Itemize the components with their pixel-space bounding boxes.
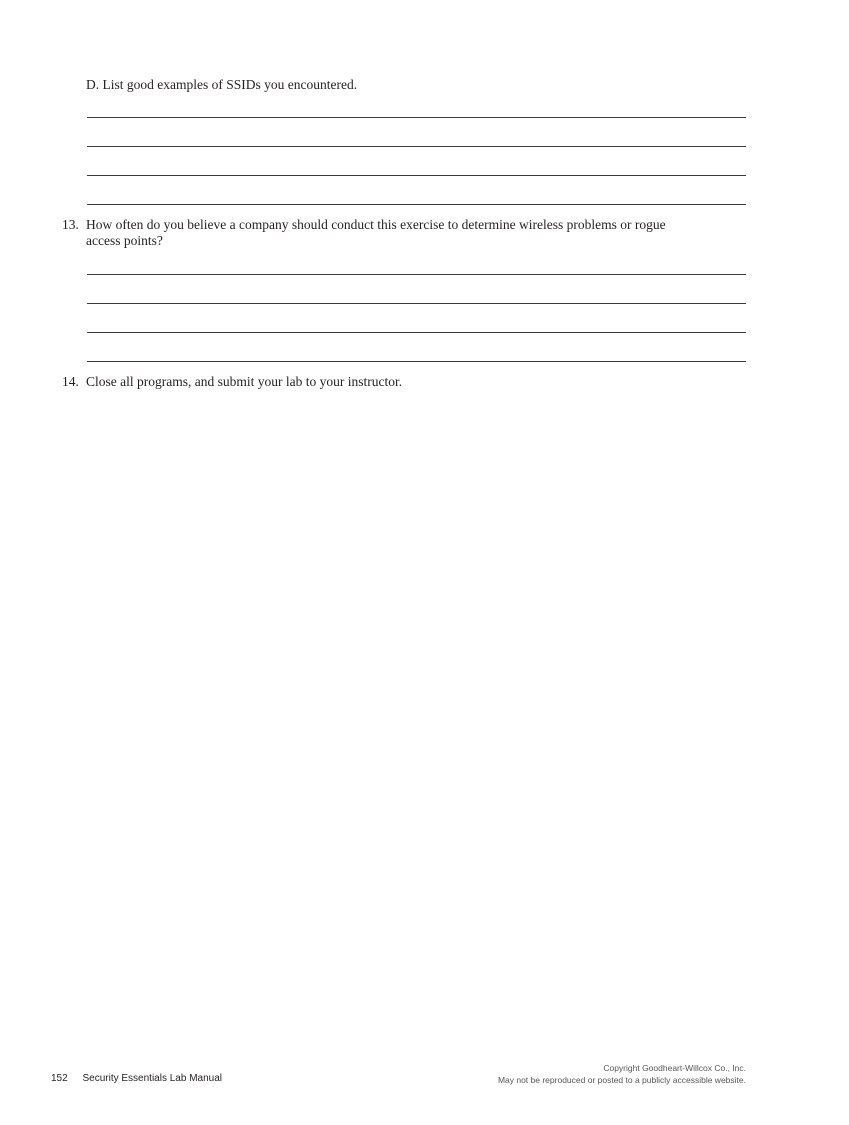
book-title: Security Essentials Lab Manual bbox=[82, 1073, 222, 1084]
answer-line[interactable] bbox=[87, 117, 746, 118]
question-13-text-line2: access points? bbox=[86, 233, 163, 248]
item-d-prompt: D. List good examples of SSIDs you encountered. bbox=[86, 77, 358, 92]
copyright-line-2: May not be reproduced or posted to a publicly accessible website. bbox=[497, 1075, 746, 1085]
answer-line[interactable] bbox=[87, 204, 746, 205]
answer-line[interactable] bbox=[87, 146, 746, 147]
footer-copyright bbox=[498, 1062, 746, 1086]
answer-line[interactable] bbox=[87, 303, 746, 304]
page-number: 152 bbox=[51, 1073, 68, 1084]
answer-line[interactable] bbox=[87, 332, 746, 333]
question-13-text-line1: How often do you believe a company should conduct this exercise to determine wireless problems or rogue bbox=[86, 217, 666, 232]
answer-line[interactable] bbox=[87, 175, 746, 176]
answer-line[interactable] bbox=[87, 361, 746, 362]
answer-line[interactable] bbox=[87, 274, 746, 275]
question-14-text: Close all programs, and submit your lab to your instructor. bbox=[86, 374, 403, 389]
question-14-number: 14. bbox=[62, 374, 79, 389]
copyright-line-1: Copyright Goodheart-Willcox Co., Inc. bbox=[603, 1063, 746, 1073]
question-13-number: 13. bbox=[62, 217, 79, 232]
footer-page-info bbox=[51, 1073, 222, 1084]
